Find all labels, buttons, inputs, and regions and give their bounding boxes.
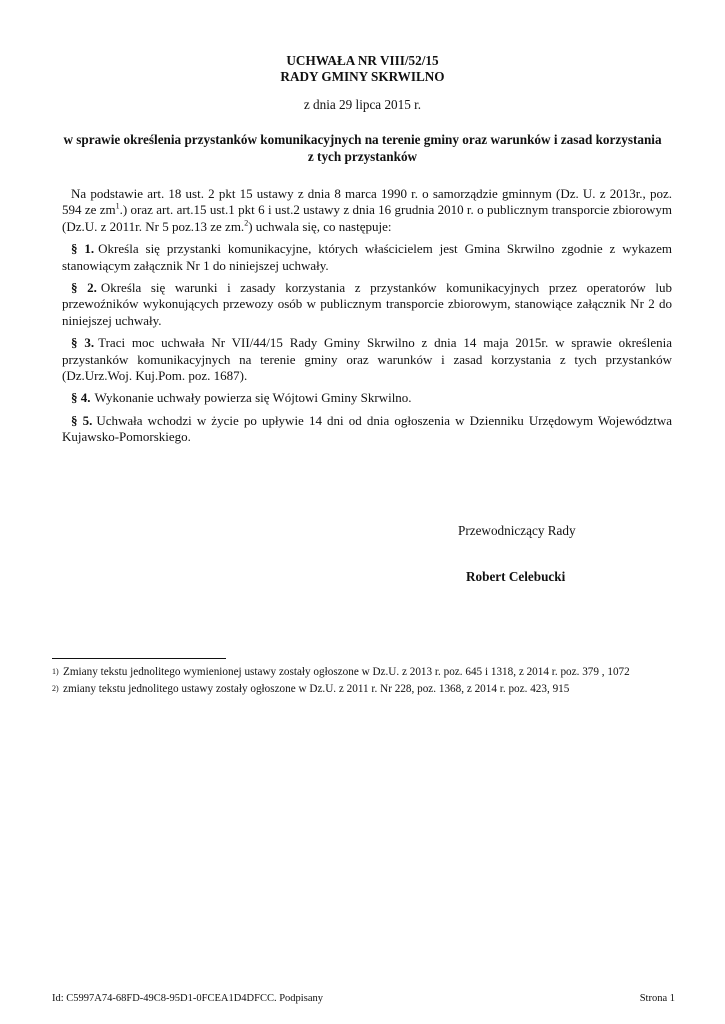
- section-number: § 3.: [71, 335, 95, 351]
- preamble-text-part-2: .) oraz art. art.15 ust.1 pkt 6 i ust.2 ustawy z dnia 16 grudnia 2010 r. o publicznym transporcie zbiorowym (Dz.U. z 2011r. Nr 5 poz.13 ze zm.: [62, 202, 673, 234]
- footnote-reference-2: 2: [244, 218, 249, 228]
- footnotes: [52, 666, 682, 700]
- signatory-name: Robert Celebucki: [466, 569, 566, 584]
- section-number: § 2.: [71, 280, 97, 296]
- section-text: Traci moc uchwała Nr VII/44/15 Rady Gminy Skrwilno z dnia 14 maja 2015r. w sprawie określenia przystanków komunikacyjnych na terenie gminy oraz warunków i zasad korzystania z tych przystanków (Dz.Urz.Woj. Kuj.Pom. poz. 1687).: [62, 335, 673, 384]
- footnote-text: Zmiany tekstu jednolitego wymienionej ustawy zostały ogłoszone w Dz.U. z 2013 r. poz. 645 i 1318, z 2014 r. poz. 379 , 1072: [63, 666, 630, 678]
- resolution-body: [62, 186, 672, 452]
- subject-line-2: z tych przystanków: [307, 149, 418, 164]
- section-paragraph: [62, 390, 672, 406]
- resolution-date: z dnia 29 lipca 2015 r.: [303, 97, 422, 112]
- footnote-item: [52, 683, 682, 696]
- section-paragraph: [62, 413, 672, 446]
- section-paragraph: [62, 280, 672, 329]
- page-number: Strona 1: [639, 993, 675, 1004]
- footnote-text: zmiany tekstu jednolitego ustawy zostały ogłoszone w Dz.U. z 2011 r. Nr 228, poz. 1368, z 2014 r. poz. 423, 915: [63, 683, 570, 695]
- section-text: Wykonanie uchwały powierza się Wójtowi Gminy Skrwilno.: [94, 390, 412, 406]
- resolution-subject: [55, 131, 670, 165]
- subject-line-1: w sprawie określenia przystanków komunikacyjnych na terenie gminy oraz warunków i zasad korzystania: [63, 132, 662, 147]
- preamble-paragraph: [62, 186, 672, 235]
- section-text: Uchwała wchodzi w życie po upływie 14 dni od dnia ogłoszenia w Dzienniku Urzędowym Województwa Kujawsko-Pomorskiego.: [62, 412, 672, 445]
- section-number: § 5.: [71, 412, 93, 428]
- preamble-text-part-1: Na podstawie art. 18 ust. 2 pkt 15 ustawy z dnia 8 marca 1990 r. o samorządzie gminnym (Dz. U. z 2013r., poz. 594 ze zm: [62, 186, 672, 218]
- signatory-role: Przewodniczący Rady: [458, 523, 576, 538]
- footnote-item: [52, 666, 682, 679]
- section-paragraph: [62, 335, 672, 384]
- footnote-marker: 2): [52, 684, 59, 693]
- footnote-divider: [52, 658, 226, 659]
- section-paragraph: [62, 241, 672, 274]
- preamble-text-part-3: ) uchwala się, co następuje:: [248, 218, 392, 234]
- footnote-marker: 1): [52, 667, 59, 676]
- resolution-number: UCHWAŁA NR VIII/52/15: [286, 53, 439, 68]
- section-text: Określa się warunki i zasady korzystania z przystanków komunikacyjnych przez operatorów lub przewoźników wykonujących przewozy osób w publicznym transporcie zbiorowym, stanowiące załącznik Nr 2 do niniejszej uchwały.: [62, 280, 672, 328]
- section-text: Określa się przystanki komunikacyjne, których właścicielem jest Gmina Skrwilno zgodnie z wykazem stanowiącym załącznik Nr 1 do niniejszej uchwały.: [62, 241, 673, 273]
- resolution-title: [0, 53, 725, 85]
- section-number: § 1.: [71, 241, 95, 257]
- council-name: RADY GMINY SKRWILNO: [280, 69, 445, 84]
- document-id: Id: C5997A74-68FD-49C8-95D1-0FCEA1D4DFCC. Podpisany: [52, 993, 323, 1004]
- footnote-reference-1: 1: [115, 202, 120, 212]
- section-number: § 4.: [71, 390, 91, 406]
